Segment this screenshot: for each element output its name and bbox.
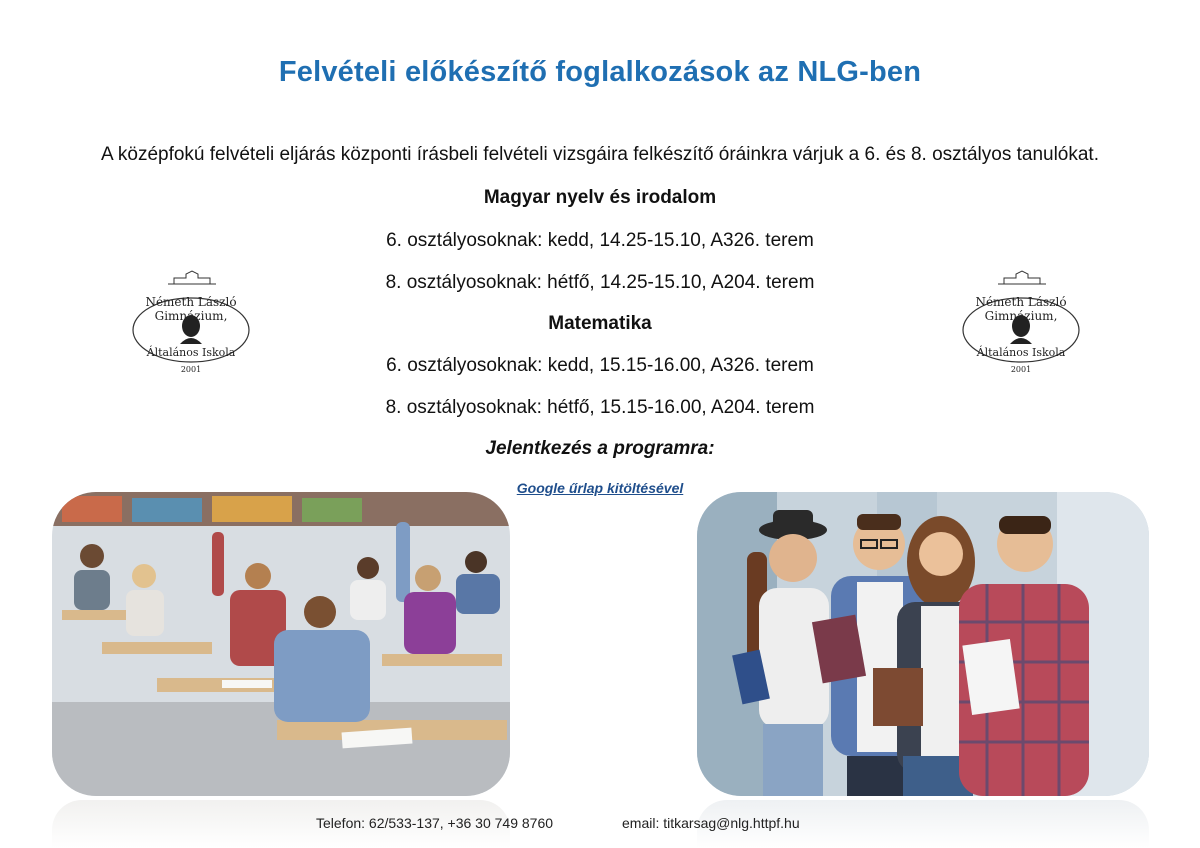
building-icon bbox=[168, 271, 216, 284]
students-photo bbox=[697, 492, 1149, 796]
schedule-line: 6. osztályosoknak: kedd, 14.25-15.10, A326. terem bbox=[386, 230, 814, 251]
logo-year: 2001 bbox=[180, 365, 202, 374]
footer-email: email: titkarsag@nlg.httpf.hu bbox=[622, 815, 800, 831]
google-form-link[interactable]: Google űrlap kitöltésével bbox=[516, 480, 684, 496]
registration-heading: Jelentkezés a programra: bbox=[485, 438, 715, 459]
intro-text: A középfokú felvételi eljárás központi írásbeli felvételi vizsgáira felkészítő óráinkra várjuk a 6. és 8. osztályos tanulókat. bbox=[100, 144, 1099, 165]
schedule-line: 6. osztályosoknak: kedd, 15.15-16.00, A326. terem bbox=[386, 355, 814, 376]
section-heading-hungarian: Magyar nyelv és irodalom bbox=[483, 187, 717, 208]
school-logo-right bbox=[958, 270, 1084, 378]
school-logo-left bbox=[128, 270, 254, 378]
logo-name: Németh László bbox=[975, 295, 1067, 309]
schedule-line: 8. osztályosoknak: hétfő, 15.15-16.00, A204. terem bbox=[385, 397, 815, 418]
classroom-photo bbox=[52, 492, 510, 796]
building-icon bbox=[998, 271, 1046, 284]
section-heading-math: Matematika bbox=[548, 313, 652, 334]
page-title: Felvételi előkészítő foglalkozások az NLG-ben bbox=[278, 56, 922, 88]
logo-school: Gimnázium, bbox=[154, 309, 228, 323]
logo-name: Németh László bbox=[145, 295, 237, 309]
footer-phone: Telefon: 62/533-137, +36 30 749 8760 bbox=[316, 815, 554, 831]
logo-school: Gimnázium, bbox=[984, 309, 1058, 323]
logo-school-type: Általános Iskola bbox=[146, 346, 236, 359]
schedule-line: 8. osztályosoknak: hétfő, 14.25-15.10, A204. terem bbox=[385, 272, 815, 293]
logo-school-type: Általános Iskola bbox=[976, 346, 1066, 359]
logo-year: 2001 bbox=[1010, 365, 1032, 374]
